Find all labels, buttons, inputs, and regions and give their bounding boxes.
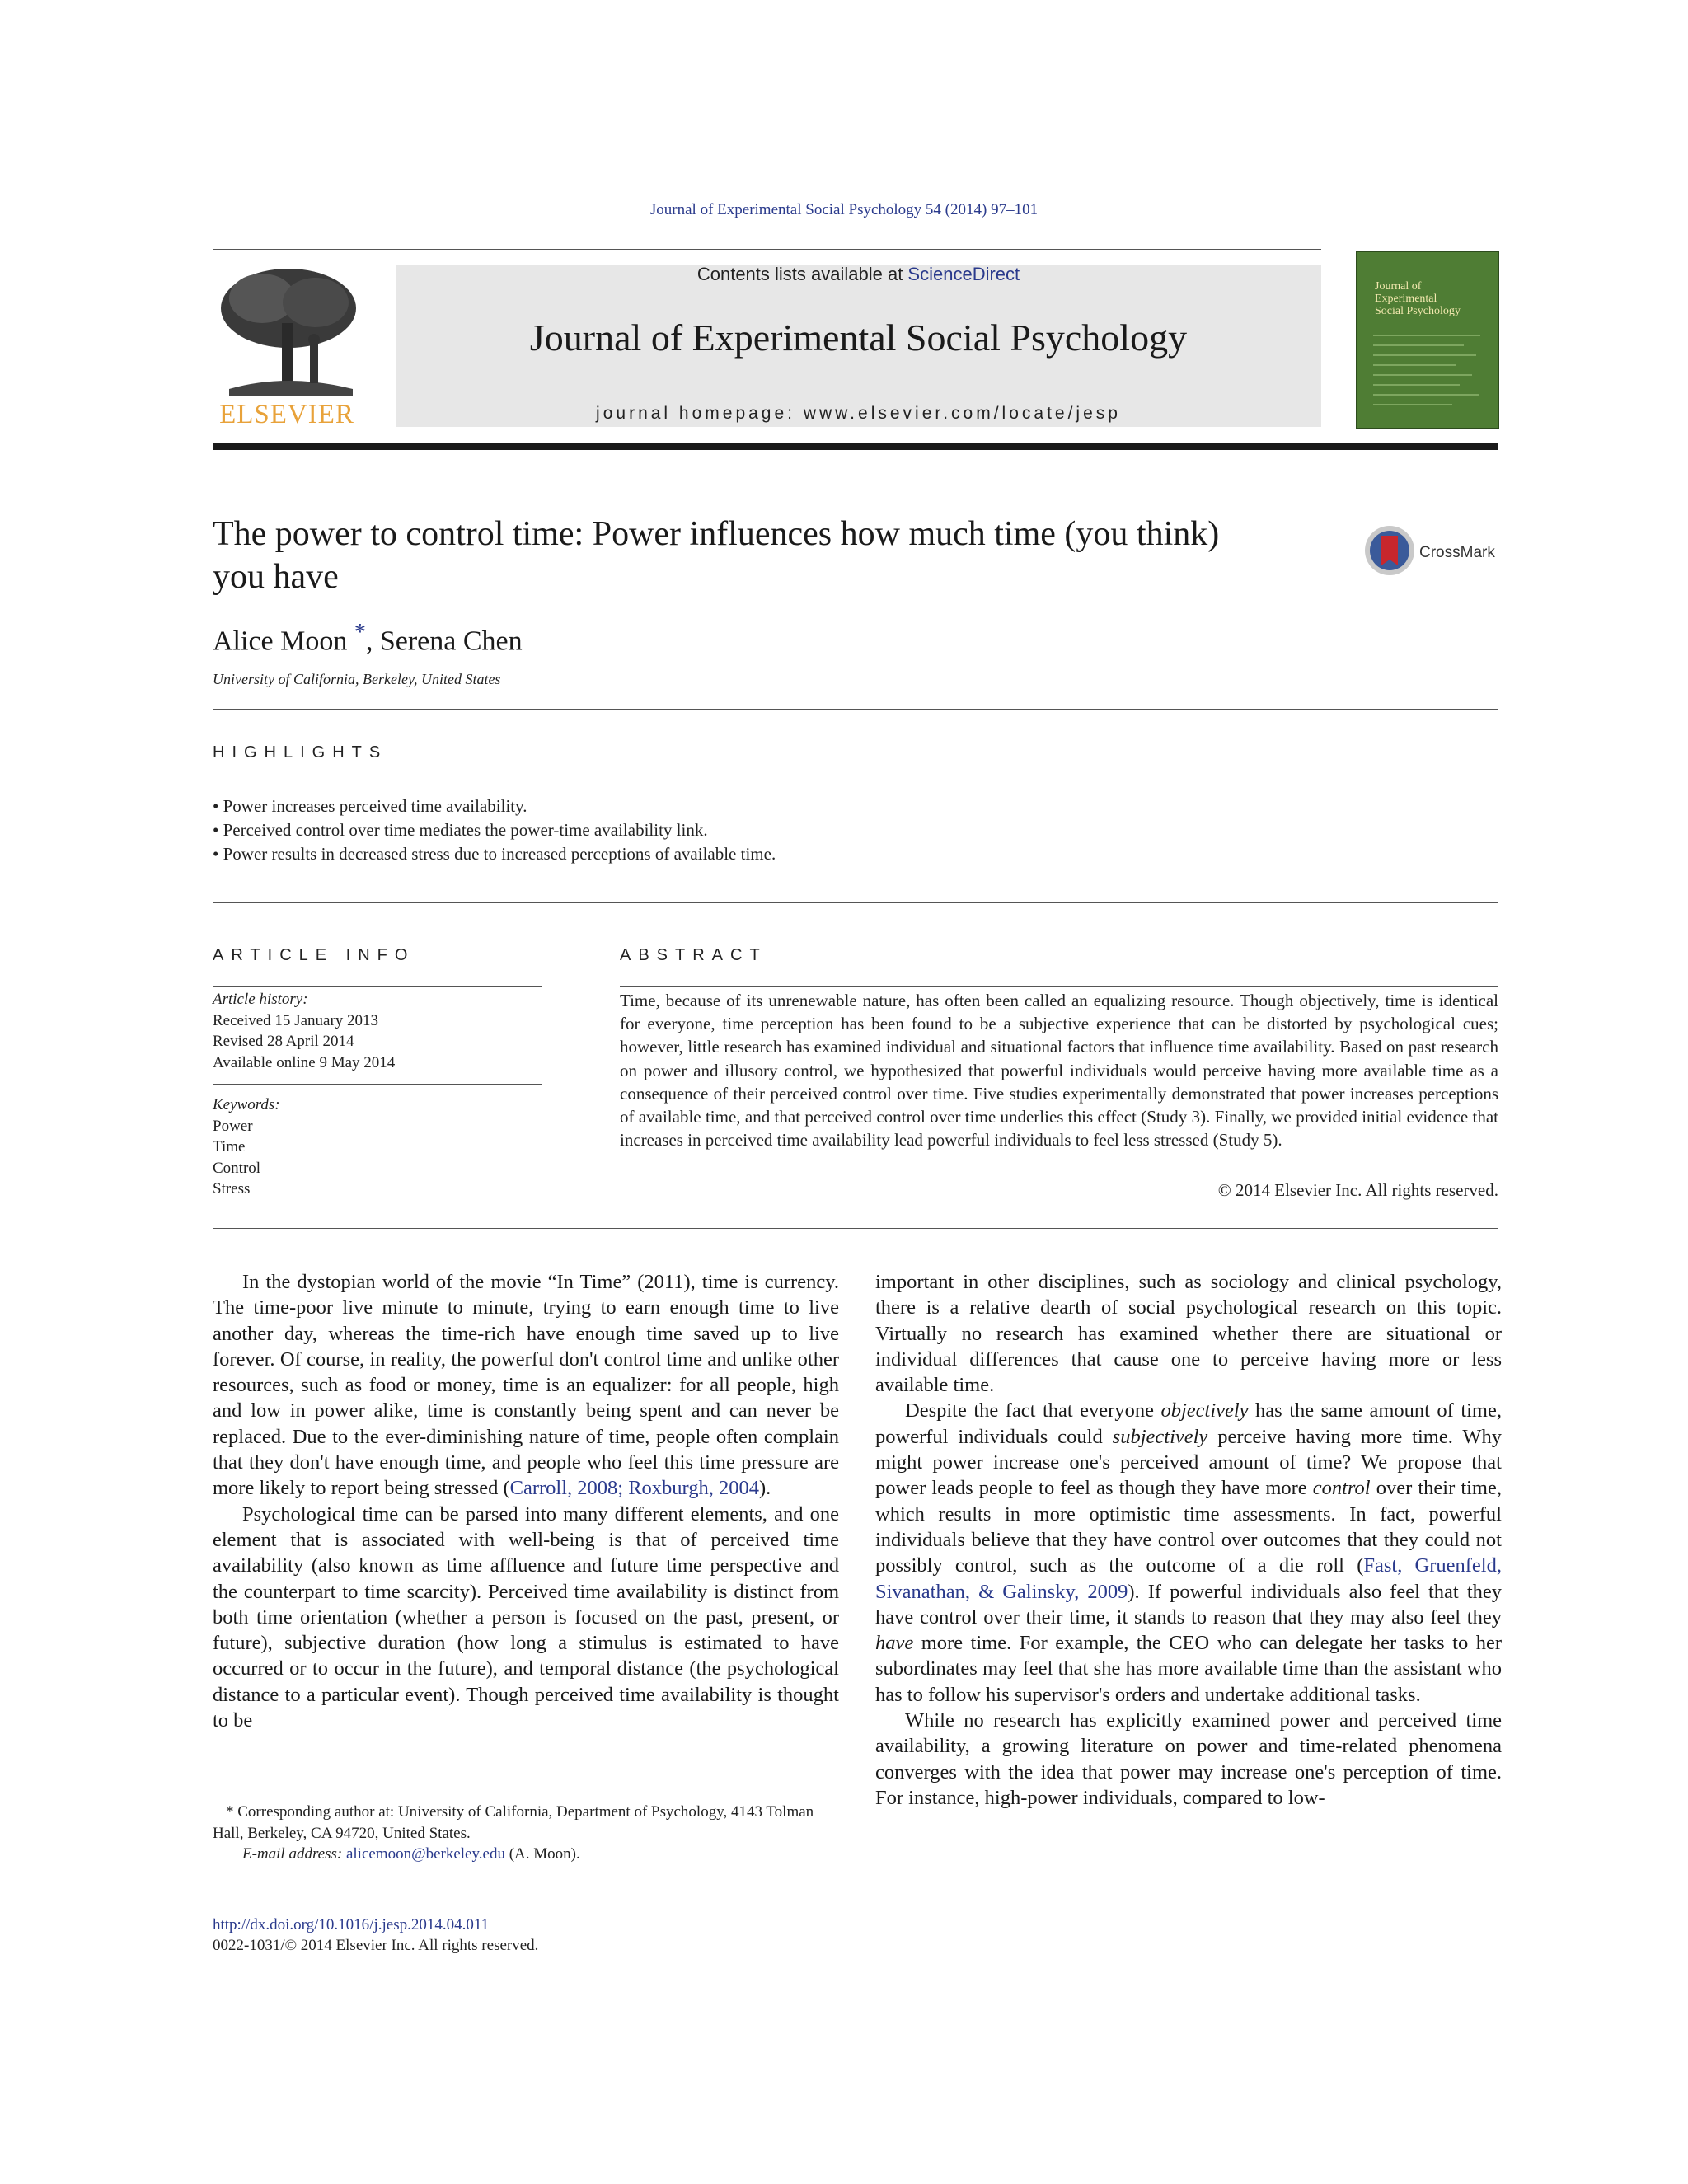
divider (213, 1228, 1498, 1229)
contents-prefix: Contents lists available at (696, 264, 908, 284)
affiliation: University of California, Berkeley, United States (213, 671, 501, 687)
cover-decoration (1373, 394, 1479, 396)
footnote-corresponding (213, 1802, 839, 1844)
body-text: perceive having more time. Why might power increase one's perceived amount of time? We propose that power leads people to feel as though they have more (875, 1425, 1502, 1500)
keyword: Power (213, 1117, 253, 1135)
header-top-rule (213, 249, 1321, 250)
highlight-item: • Power increases perceived time availability. (213, 796, 528, 816)
divider (213, 902, 1498, 903)
divider (213, 709, 1498, 710)
header-thick-rule (213, 443, 1498, 450)
cover-decoration (1373, 374, 1472, 376)
citation-link[interactable]: Carroll, 2008; Roxburgh, 2004 (509, 1477, 759, 1500)
keywords-label: Keywords: (213, 1096, 280, 1113)
history-entry: Available online 9 May 2014 (213, 1053, 396, 1071)
running-head[interactable]: Journal of Experimental Social Psychology 54 (2014) 97–101 (649, 201, 1039, 218)
doi-link[interactable]: http://dx.doi.org/10.1016/j.jesp.2014.04.011 (213, 1916, 490, 1933)
keyword: Time (213, 1138, 246, 1155)
info-divider (213, 1084, 542, 1085)
corresponding-author-mark[interactable]: * (354, 620, 366, 645)
email-suffix: (A. Moon). (504, 1845, 580, 1863)
body-text: over their time, which results in more optimistic time assessments. In fact, powerful individuals believe that they have control over outcomes that they could not possibly control, such as the outcome of a die roll ( (875, 1477, 1502, 1577)
journal-title: Journal of Experimental Social Psychology (529, 316, 1188, 359)
elsevier-tree-icon (213, 265, 361, 397)
body-text: more time. For example, the CEO who can delegate her tasks to her subordinates may feel that she has more available time than the assistant who has to follow his supervisor's orders and undertake additional tasks. (875, 1632, 1502, 1706)
citation-link[interactable]: Fast, Gruenfeld, Sivanathan, & Galinsky, 2009 (875, 1554, 1502, 1603)
crossmark-label: CrossMark (1419, 544, 1495, 561)
keyword: Control (213, 1159, 261, 1177)
emphasis: have (875, 1632, 914, 1655)
divider (213, 986, 542, 987)
footnote-mark: * (226, 1803, 234, 1821)
article-history-label: Article history: (213, 991, 308, 1008)
divider (620, 986, 1498, 987)
body-column-left (213, 1269, 839, 1733)
body-column-right (875, 1269, 1502, 1811)
history-entry: Received 15 January 2013 (213, 1011, 379, 1029)
body-paragraph (213, 1269, 839, 1502)
elsevier-wordmark: ELSEVIER (219, 400, 354, 429)
crossmark-icon (1363, 524, 1416, 577)
article-info-heading: ARTICLE INFO (213, 946, 415, 964)
body-paragraph: While no research has explicitly examined power and perceived time availability, a growing literature on power and time-related phenomena converges with the idea that power may increase one's perception of time. For instance, high-power individuals, compared to low- (875, 1709, 1502, 1809)
keyword: Stress (213, 1180, 251, 1197)
body-paragraph: important in other disciplines, such as sociology and clinical psychology, there is a relative dearth of social psychological research on this topic. Virtually no research has examined whether there are situational or individual differences that cause one to perceive having more or less available time. (875, 1271, 1502, 1397)
emphasis: subjectively (1112, 1425, 1208, 1448)
article-info (213, 989, 542, 1200)
emphasis: objectively (1160, 1399, 1249, 1422)
cover-title (1375, 280, 1461, 317)
highlight-item: • Perceived control over time mediates the power-time availability link. (213, 820, 708, 840)
body-text: Despite the fact that everyone (905, 1399, 1161, 1422)
journal-homepage[interactable]: journal homepage: www.elsevier.com/locate/jesp (596, 404, 1121, 423)
crossmark-badge[interactable] (1363, 524, 1498, 580)
body-text: ). (759, 1477, 771, 1500)
author-list (213, 620, 523, 657)
cover-decoration (1373, 384, 1460, 386)
cover-title-line: Social Psychology (1375, 305, 1461, 317)
cover-decoration (1373, 335, 1480, 336)
abstract-copyright: © 2014 Elsevier Inc. All rights reserved. (1217, 1180, 1498, 1200)
cover-decoration (1373, 344, 1464, 346)
cover-title-line: Experimental (1375, 293, 1437, 305)
email-label: E-mail address: (242, 1845, 346, 1863)
footnote (213, 1802, 839, 1865)
author-name: , Serena Chen (365, 626, 523, 657)
email-link[interactable]: alicemoon@berkeley.edu (345, 1845, 505, 1863)
cover-decoration (1373, 354, 1476, 356)
journal-cover-thumbnail[interactable] (1356, 251, 1499, 429)
elsevier-logo (213, 265, 361, 430)
cover-decoration (1373, 404, 1452, 405)
contents-line (396, 264, 1321, 285)
abstract-heading: ABSTRACT (620, 946, 767, 964)
article-title-line: The power to control time: Power influences how much time (you think) (213, 515, 1220, 553)
highlights-list (213, 794, 1449, 866)
highlight-item: • Power results in decreased stress due to increased perceptions of available time. (213, 844, 776, 864)
history-entry: Revised 28 April 2014 (213, 1033, 354, 1050)
body-paragraph (875, 1398, 1502, 1708)
body-text: In the dystopian world of the movie “In Time” (2011), time is currency. The time-poor live minute to minute, trying to earn enough time to live another day, whereas the time-rich have enough time saved up to live forever. Of course, in reality, the powerful don't control time and unlike other resources, such as food or money, time is an equalizer: for all people, high and low in power alike, time is constantly being spent and can never be replaced. Due to the ever-diminishing nature of time, people often complain that they don't have enough time, and people who feel this time pressure are more likely to report being stressed ( (213, 1271, 839, 1500)
abstract-text: Time, because of its unrenewable nature, has often been called an equalizing resource. Though objectively, time is identical for everyone, time perception has been found to be a subjective experience that can be distorted by psychological cues; however, little research has examined individual and situational factors that influence time availability. Based on past research on power and illusory control, we hypothesized that powerful individuals would perceive having more available time as a consequence of their perceived control over time. Five studies experimentally demonstrated that power increases perceptions of available time, and that perceived control over time underlies this effect (Study 3). Finally, we provided initial evidence that increases in perceived time availability lead powerful individuals to feel less stressed (Study 5). (620, 991, 1498, 1151)
sciencedirect-link[interactable]: ScienceDirect (907, 264, 1020, 284)
doi-block (213, 1915, 538, 1956)
footnote-text: Corresponding author at: University of California, Department of Psychology, 4143 Tolman Hall, Berkeley, CA 94720, United States. (213, 1803, 814, 1842)
body-paragraph: Psychological time can be parsed into many different elements, and one element that is associated with well-being is that of perceived time availability (also known as time affluence and future time perspective and the counterpart to time scarcity). Perceived time availability is distinct from both time orientation (whether a person is focused on the past, present, or future), subjective duration (how long a stimulus is estimated to have occurred or to occur in the future), and temporal distance (the psychological distance to a particular event). Though perceived time availability is thought to be (213, 1502, 839, 1732)
author-name: Alice Moon (213, 626, 354, 657)
body-text: has the same amount of time, powerful individuals could (875, 1399, 1502, 1448)
emphasis: control (1312, 1477, 1371, 1500)
issn-line: 0022-1031/© 2014 Elsevier Inc. All rights reserved. (213, 1937, 539, 1954)
highlights-heading: HIGHLIGHTS (213, 743, 388, 762)
cover-decoration (1373, 364, 1456, 366)
article-title (213, 513, 1342, 598)
article-title-line: you have (213, 558, 339, 596)
footnote-email-line (213, 1844, 839, 1865)
cover-title-line: Journal of (1375, 280, 1422, 293)
body-text: ). If powerful individuals also feel that they have control over their time, it stands to reason that they may also feel they (875, 1580, 1503, 1629)
